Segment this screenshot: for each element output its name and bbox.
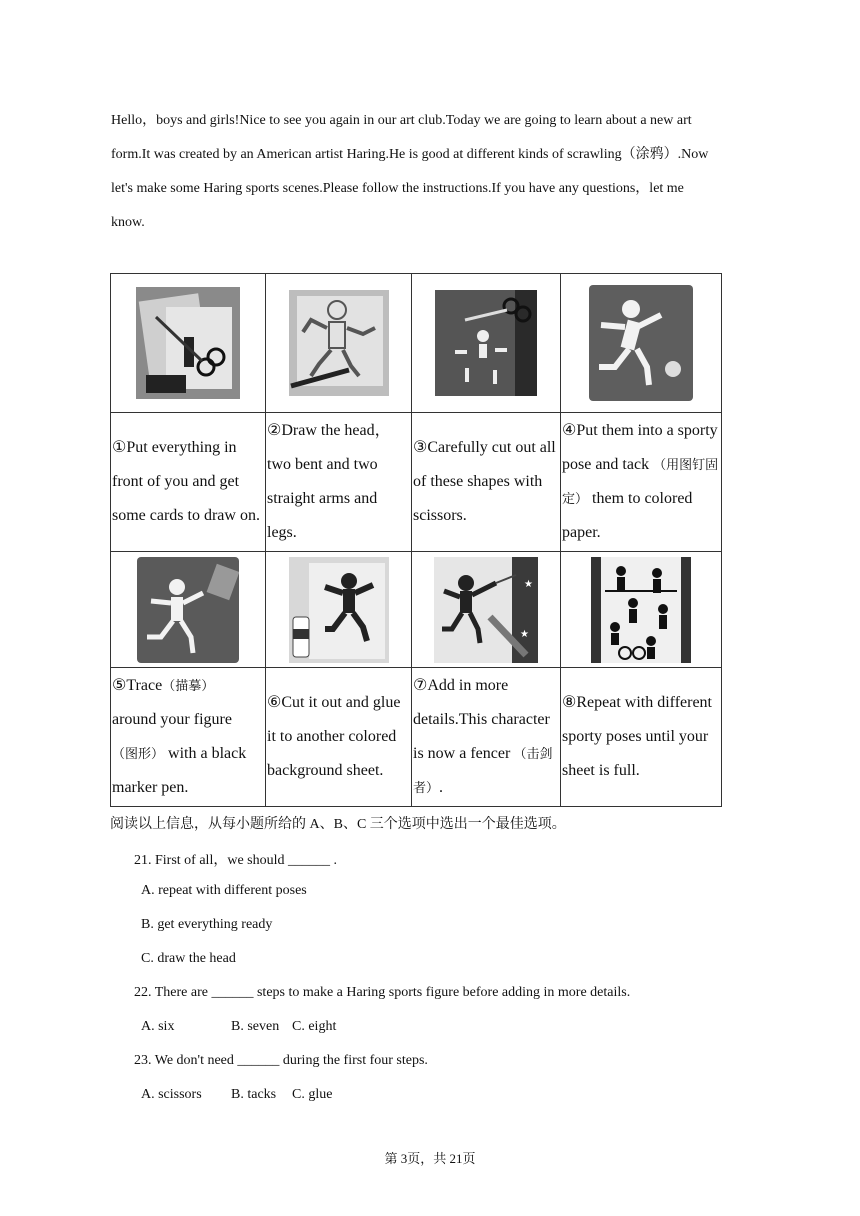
fencer-photo [434,557,538,663]
intro-line: let's make some Haring sports scenes.Please follow the instructions.If you have any questions，let me [111,181,684,196]
question-22: 22. There are ______ steps to make a Haring sports figure before adding in more details. [134,985,631,1000]
step-5-image [111,552,266,668]
step-5-gloss-2: （图形） [112,746,165,761]
step-7-text [412,668,561,807]
image-row-2 [111,552,722,668]
step-6-text: ⑥Cut it out and glue it to another colored background sheet. [266,668,412,807]
question-22-option-a[interactable]: A. six [141,1019,175,1034]
step-4-text [561,413,722,552]
posed-figure-photo [589,285,693,401]
text-row-1 [111,413,722,552]
step-2-image [266,274,412,413]
glue-stick-photo [289,557,389,663]
step-5-text-b: around your figure [112,711,232,728]
question-22-options [141,1019,336,1035]
question-22-option-c[interactable]: C. eight [292,1019,337,1034]
question-23-option-c[interactable]: C. glue [292,1087,333,1102]
step-7-image [412,552,561,668]
step-4-image [561,274,722,413]
step-8-image [561,552,722,668]
step-5-text [111,668,266,807]
intro-line: Hello，boys and girls!Nice to see you again in our art club.Today we are going to learn about a new art [111,113,692,128]
question-21-option-b[interactable]: B. get everything ready [141,917,273,932]
text-row-2 [111,668,722,807]
step-7-text-a: ⑦Add in more details.This character is now a fencer [413,677,550,762]
step-4-text-b: them to colored paper. [562,490,693,541]
step-5-text-a: ⑤Trace [112,677,163,694]
image-row-1 [111,274,722,413]
step-3-image [412,274,561,413]
step-6-image [266,552,412,668]
svg-text:★: ★ [524,578,533,590]
step-4-gloss: （用图钉固定） [562,457,719,506]
step-8-text: ⑧Repeat with different sporty poses until your sheet is full. [561,668,722,807]
step-5-text-c: with a black marker pen. [112,745,247,796]
drawn-figure-photo [289,290,389,396]
step-1-text: ①Put everything in front of you and get some cards to draw on. [111,413,266,552]
question-21: 21. First of all，we should ______ . [134,853,337,868]
step-4-text-a: ④Put them into a sporty pose and tack [562,422,718,473]
step-7-gloss: （击剑者） [413,746,553,795]
question-23-options [141,1087,332,1103]
page-footer: 第 3页，共 21页 [384,1151,476,1166]
question-23-option-a[interactable]: A. scissors [141,1087,202,1102]
step-7-text-b: . [439,779,444,796]
question-21-option-a[interactable]: A. repeat with different poses [141,883,307,898]
step-5-gloss: （描摹） [162,678,215,693]
question-23: 23. We don't need ______ during the first four steps. [134,1053,428,1068]
step-1-image [111,274,266,413]
cards-scissors-photo [136,287,240,399]
intro-paragraph [111,104,751,240]
tracing-photo [137,557,239,663]
step-3-text: ③Carefully cut out all of these shapes with scissors. [412,413,561,552]
intro-line: form.It was created by an American artist Haring.He is good at different kinds of scrawling（涂鸦）.Now [111,147,709,162]
cut-shapes-photo [435,290,537,396]
instructions-table [110,273,722,807]
question-21-option-c[interactable]: C. draw the head [141,951,236,966]
reading-instruction: 阅读以上信息，从每小题所给的 A、B、C 三个选项中选出一个最佳选项。 [110,817,566,832]
step-2-text: ②Draw the head，two bent and two straight arms and legs. [266,413,412,552]
question-23-option-b[interactable]: B. tacks [231,1087,277,1102]
full-sheet-photo [591,557,691,663]
intro-line: know. [111,215,145,230]
svg-text:★: ★ [520,628,529,640]
question-22-option-b[interactable]: B. seven [231,1019,280,1034]
